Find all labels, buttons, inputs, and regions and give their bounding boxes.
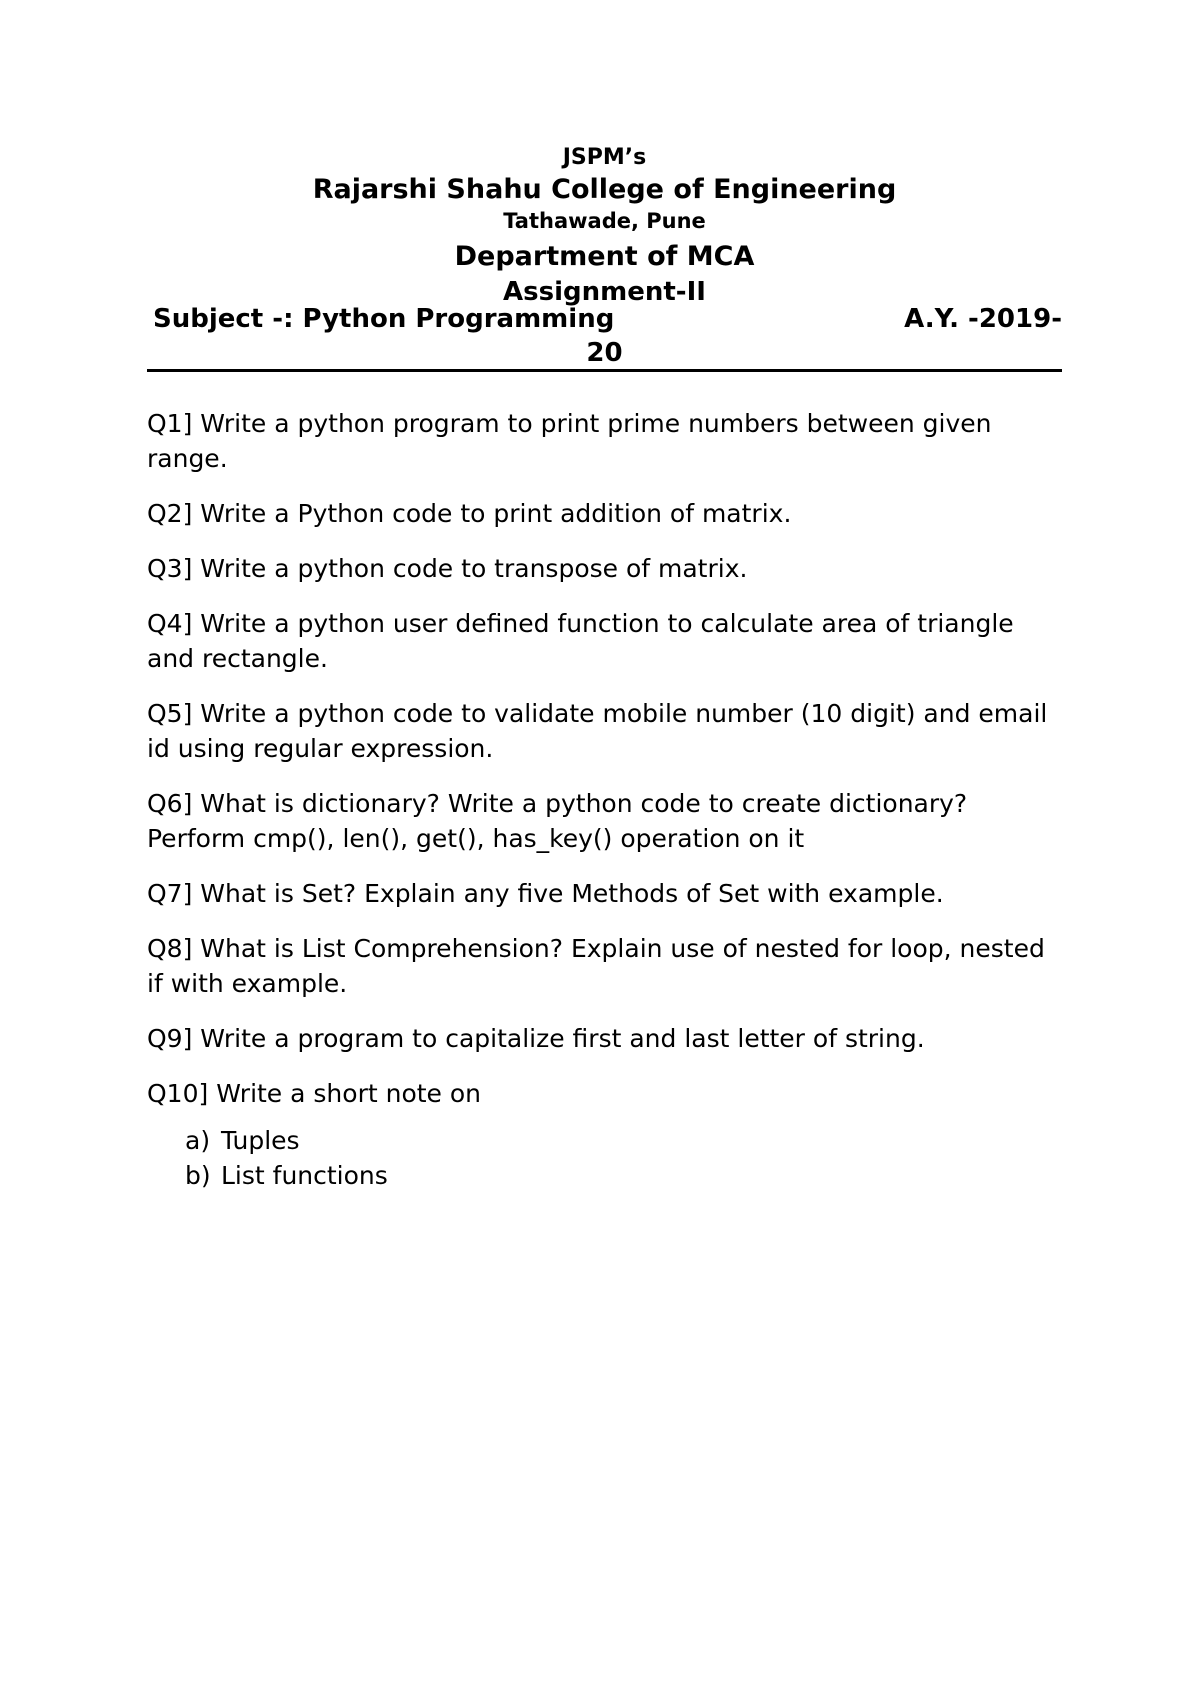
- question-item: Q5] Write a python code to validate mobile number (10 digit) and email id using regular expression.: [147, 699, 1048, 763]
- sub-item-text: List functions: [221, 1161, 388, 1190]
- question-list: [147, 406, 1067, 1193]
- question-item: Q7] What is Set? Explain any five Methods of Set with example.: [147, 879, 944, 908]
- college-location: Tathawade, Pune: [503, 209, 706, 233]
- department-name: Department of MCA: [454, 241, 755, 272]
- question-item: Q1] Write a python program to print prime numbers between given range.: [147, 409, 992, 473]
- assignment-title: Assignment-II: [503, 277, 706, 307]
- college-name: Rajarshi Shahu College of Engineering: [312, 174, 897, 205]
- sub-item-marker: b): [185, 1161, 211, 1190]
- question-item: Q8] What is List Comprehension? Explain use of nested for loop, nested if with example.: [147, 934, 1045, 998]
- academic-year-label: A.Y. -2019-: [904, 304, 1062, 334]
- subject-label: Subject -: Python Programming: [153, 304, 615, 334]
- question-item: Q9] Write a program to capitalize first and last letter of string.: [147, 1024, 925, 1053]
- document-header: [147, 143, 1062, 309]
- sub-item: [185, 1123, 1067, 1158]
- question-item: Q4] Write a python user defined function to calculate area of triangle and rectangle.: [147, 609, 1014, 673]
- question-item: Q3] Write a python code to transpose of matrix.: [147, 554, 748, 583]
- academic-year-continuation: 20: [586, 338, 623, 368]
- question-item: Q2] Write a Python code to print addition of matrix.: [147, 499, 792, 528]
- sub-item: [185, 1158, 1067, 1193]
- organization-name: JSPM’s: [562, 145, 647, 170]
- sub-item-list: [185, 1123, 1067, 1193]
- question-item: Q10] Write a short note on: [147, 1079, 482, 1108]
- question-item: Q6] What is dictionary? Write a python code to create dictionary? Perform cmp(), len(), get(), has_key() operation on it: [147, 789, 968, 853]
- header-divider: [147, 369, 1062, 372]
- sub-item-text: Tuples: [221, 1126, 300, 1155]
- sub-item-marker: a): [185, 1126, 211, 1155]
